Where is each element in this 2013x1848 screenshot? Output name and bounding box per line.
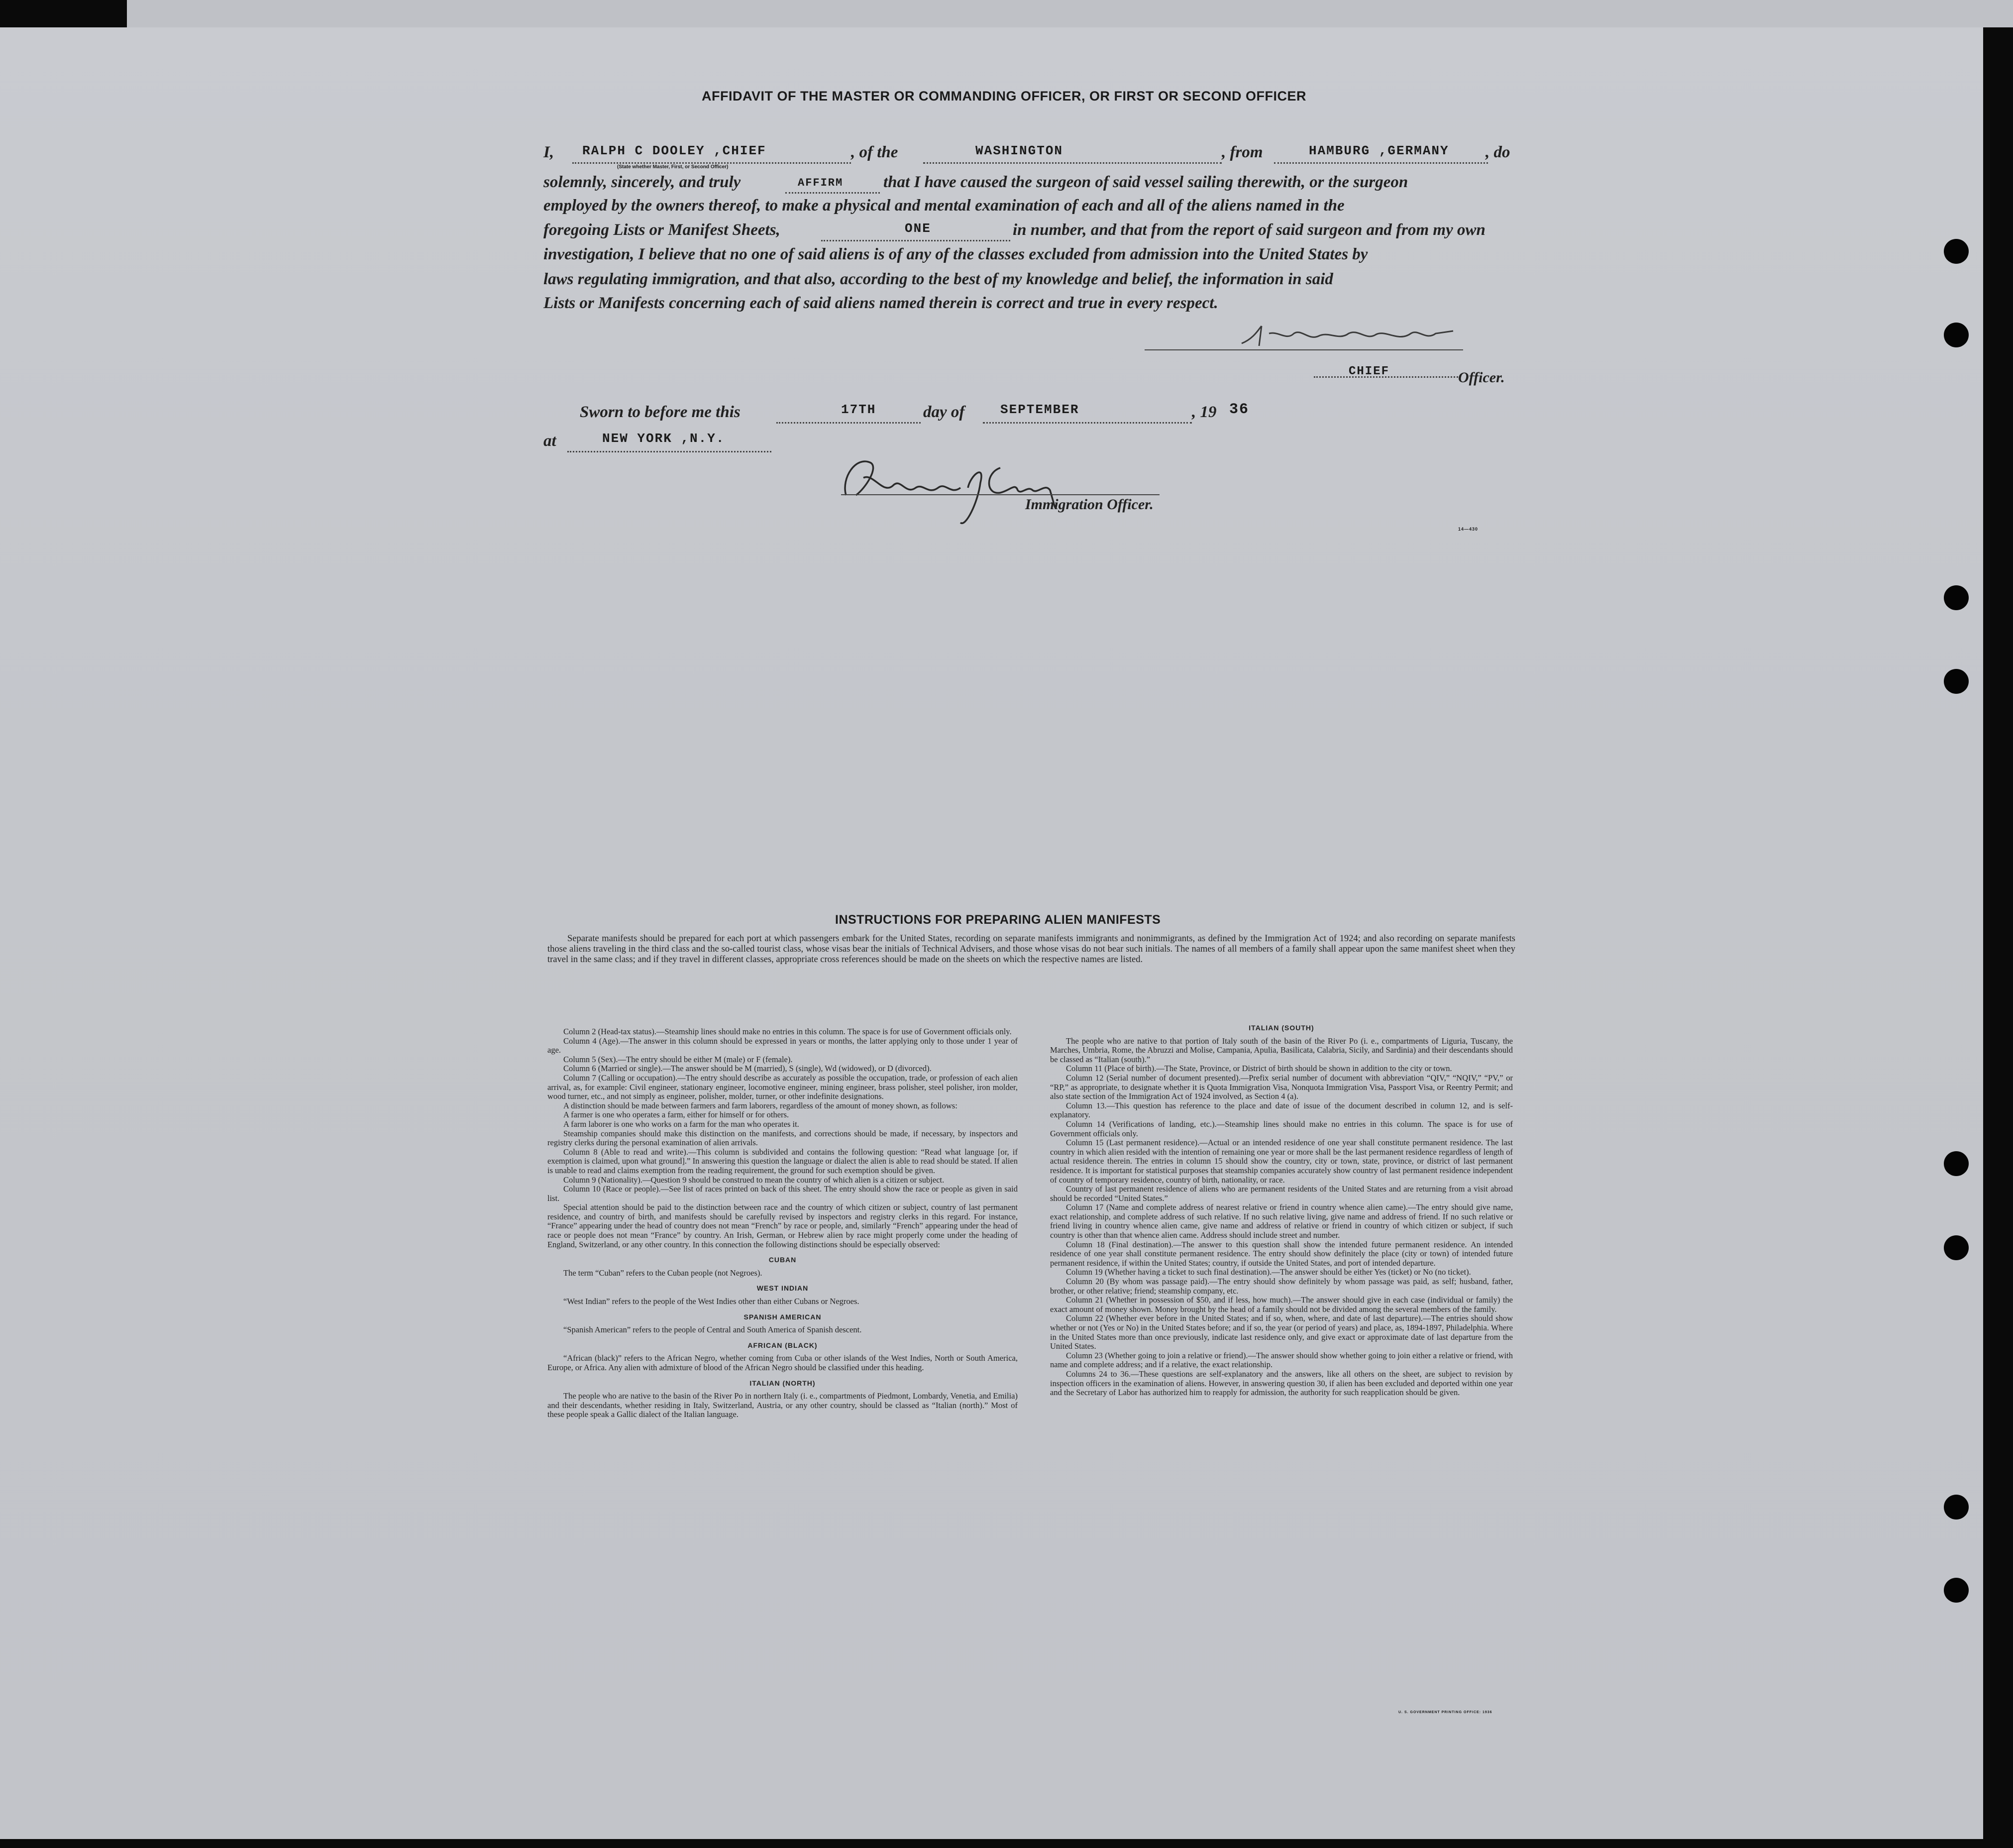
sworn-day: 17TH — [841, 402, 876, 417]
italian-north-text: The people who are native to the basin of the River Po in northern Italy (i. e., compartments of Piedmont, Lombardy, Venetia, and Emilia) and their descendants, whether residing in Italy, Switzerland, Austria, or any other country, should be classed as “Italian (north).” Most of these people speak a Gallic dialect of the Italian language. — [547, 1391, 1018, 1419]
west-indian-text: “West Indian” refers to the people of the West Indies other than either Cubans or Negroes. — [563, 1297, 859, 1306]
left-para: Column 6 (Married or single).—The answer should be M (married), S (single), Wd (widowed), or D (divorced). — [563, 1064, 932, 1074]
rank-note: (State whether Master, First, or Second Officer) — [617, 164, 729, 170]
cuban-text: The term “Cuban” refers to the Cuban people (not Negroes). — [563, 1268, 762, 1278]
day-of-text: day of — [923, 403, 965, 421]
ship-underline — [923, 145, 1222, 164]
right-para: Column 11 (Place of birth).—The State, Province, or District of birth should be shown in addition to the city or town. — [1066, 1064, 1452, 1074]
officer-label: Officer. — [1458, 369, 1505, 386]
immigration-officer-signature — [836, 448, 1095, 533]
right-para: Column 13.—This question has reference to the place and date of issue of the document described in column 12, and is self-explanatory. — [1050, 1100, 1513, 1120]
instructions-right-column — [1050, 1023, 1513, 1398]
binder-hole — [1944, 1495, 1969, 1520]
binder-hole — [1944, 1578, 1969, 1603]
affirm-word: AFFIRM — [798, 177, 844, 189]
left-para: Column 2 (Head-tax status).—Steamship lines should make no entries in this column. The space is for use of Government officials only. — [563, 1027, 1012, 1036]
ship-name: WASHINGTON — [975, 143, 1063, 158]
left-para: A distinction should be made between farmers and farm laborers, regardless of the amount of money shown, as follows: — [563, 1100, 957, 1110]
right-para: Column 20 (By whom was passage paid).—The entry should show definitely by whom passage was paid, as self; husband, father, brother, or other relative; friend; steamship company, etc. — [1050, 1277, 1513, 1296]
african-text: “African (black)” refers to the African Negro, whether coming from Cuba or other islands of the West Indies, North or South America, Europe, or Africa. Any alien with admixture of blood of the African Negro should be classified under this heading. — [547, 1353, 1018, 1372]
form-number: 14—430 — [1458, 527, 1479, 532]
spanish-american-text: “Spanish American” refers to the people of Central and South America of Spanish descent. — [563, 1325, 862, 1335]
italian-north-heading: ITALIAN (NORTH) — [749, 1379, 816, 1387]
line3: employed by the owners thereof, to make a physical and mental examination of each and all of the aliens named in the — [543, 197, 1345, 215]
right-para: Column 18 (Final destination).—The answer to this question shall show the intended future permanent residence. An intended residence of one year shall constitute permanent residence. The entry should show definitely the place (city or town) of intended future permanent residence, if within the United States; country, if outside the United States, and port of intended departure. — [1050, 1239, 1513, 1268]
binder-hole — [1944, 669, 1969, 694]
sheet-count: ONE — [905, 221, 931, 236]
italian-south-heading: ITALIAN (SOUTH) — [1249, 1024, 1314, 1032]
right-para: Column 22 (Whether ever before in the United States; and if so, when, where, and date of last departure).—The entries should show whether or not (Yes or No) in the United States before; and if so, the year (or period of years) and place, as, 1894-1897, Philadelphia. Where in the United States more than once previously, indicate last residence only, and give exact or approximate date of last departure from the United States. — [1050, 1313, 1513, 1351]
line4-end: in number, and that from the report of said surgeon and from my own — [1013, 221, 1485, 239]
african-heading: AFRICAN (BLACK) — [747, 1341, 818, 1349]
sworn-month: SEPTEMBER — [1000, 402, 1079, 417]
line6: laws regulating immigration, and that also, according to the best of my knowledge and belief, the information in said — [543, 270, 1333, 288]
affidavit-title: AFFIDAVIT OF THE MASTER OR COMMANDING OFFICER, OR FIRST OR SECOND OFFICER — [702, 89, 1306, 104]
officer-name: RALPH C DOOLEY ,CHIEF — [582, 143, 766, 158]
left-para: A farm laborer is one who works on a farm for the man who operates it. — [563, 1119, 799, 1129]
do-text: , do — [1485, 143, 1510, 161]
line4-start: foregoing Lists or Manifest Sheets, — [543, 221, 780, 239]
right-para: Column 15 (Last permanent residence).—Actual or an intended residence of one year shall constitute permanent residence. The last country in which alien resided with the intention of remaining one year or more shall be the last permanent residence regardless of length of actual residence therein. The entries in column 15 should show the country, city or town, state, province, or district of last permanent residence. It is important for statistical purposes that steamship companies accurately show country of last permanent residence independent of country of temporary residence, country of birth, nationality, or race. — [1050, 1138, 1513, 1185]
sworn-place: NEW YORK ,N.Y. — [602, 431, 725, 446]
right-para: Column 23 (Whether going to join a relative or friend).—The answer should show whether going to join either a relative or friend, with name and complete address; and if a relative, the exact relationship. — [1050, 1350, 1513, 1370]
left-para: Column 5 (Sex).—The entry should be either M (male) or F (female). — [563, 1054, 793, 1064]
departure-port: HAMBURG ,GERMANY — [1309, 143, 1449, 158]
officer-signature — [1239, 319, 1473, 353]
right-para: Column 17 (Name and complete address of nearest relative or friend in country whence alien came).—The entry should give name, exact relationship, and complete address of such relative. If no such relative living, give name and address of friend. If no such relative or friend living in country whence alien came, give name and address of relative or friend in country of which citizen or subject, if such country is other than that whence alien came. Address should include street and number. — [1050, 1202, 1513, 1240]
instructions-title: INSTRUCTIONS FOR PREPARING ALIEN MANIFESTS — [835, 913, 1161, 927]
affidavit-i: I, — [543, 143, 554, 161]
sworn-prefix: Sworn to before me this — [580, 403, 741, 421]
year-prefix: , 19 — [1192, 403, 1217, 421]
right-para: Columns 24 to 36.—These questions are self-explanatory and the answers, like all others on the sheet, are subject to revision by inspection officers in the examination of aliens. However, in answering question 30, if alien has been excluded and deported within one year and the Secretary of Labor has authorized him to reapply for admission, the authority for such reapplication should be given. — [1050, 1369, 1513, 1398]
immigration-officer-label: Immigration Officer. — [1025, 496, 1154, 513]
left-para: Special attention should be paid to the distinction between race and the country of which citizen or subject, country of last permanent residence, and country of birth, and manifests should be carefully revised by inspectors and registry clerks in this regard. For instance, “France” appearing under the head of country does not mean “French” by race or people, and, similarly “French” appearing under the head of race or people does not mean “France” by country. An Irish, German, or Hebrew alien by race might properly come under the heading of England, Switzerland, or any other country. In this connection the following distinctions should be especially observed: — [547, 1202, 1018, 1249]
line5: investigation, I believe that no one of said aliens is of any of the classes excluded from admission into the United States by — [543, 245, 1368, 263]
instructions-intro: Separate manifests should be prepared for each port at which passengers embark for the United States, recording on separate manifests immigrants and nonimmigrants, as defined by the Immigration Act of 1924; and also recording on separate manifests those aliens traveling in the third class and the so-called tourist class, whose visas bear the initials of Technical Advisers, and those whose visas do not bear such initials. The names of all members of a family shall appear upon the same manifest sheet when they travel in the same class; and if they travel in different classes, appropriate cross references should be made on the sheets on which the respective names are listed. — [547, 934, 1515, 965]
sworn-year: 36 — [1229, 401, 1250, 418]
officer-rank: CHIEF — [1349, 365, 1390, 378]
spanish-american-heading: SPANISH AMERICAN — [743, 1312, 822, 1321]
binder-hole — [1944, 323, 1969, 347]
left-para: Column 7 (Calling or occupation).—The entry should describe as accurately as possible the occupation, trade, or profession of each alien arrival, as, for example: Civil engineer, stationary engineer, locomotive engineer, mining engineer, brass polisher, steel polisher, iron molder, wood turner, etc., and not simply as engineer, polisher, molder, turner, or other indefinite designations. — [547, 1073, 1018, 1101]
left-para: Column 8 (Able to read and write).—This column is subdivided and contains the following question: “Read what language [or, if exemption is claimed, upon what ground].” In answering this question the language or dialect the alien is able to read should be stated. If alien is unable to read and claims exemption from the reading requirement, the ground for such exemption should be given. — [547, 1147, 1018, 1175]
line2-start: solemnly, sincerely, and truly — [543, 173, 741, 191]
left-para: Column 4 (Age).—The answer in this column should be expressed in years or months, the latter applying only to those under 1 year of age. — [547, 1036, 1018, 1055]
line7: Lists or Manifests concerning each of said aliens named therein is correct and true in every respect. — [543, 294, 1218, 312]
line2-end: that I have caused the surgeon of said vessel sailing therewith, or the surgeon — [883, 173, 1408, 191]
left-para: A farmer is one who operates a farm, either for himself or for others. — [563, 1110, 789, 1120]
binder-hole — [1944, 239, 1969, 264]
right-para: The people who are native to that portion of Italy south of the basin of the River Po (i. e., compartments of Liguria, Tuscany, the Marches, Umbria, Rome, the Abruzzi and Molise, Campania, Apulia, Basilicata, Calabria, Sicily, and Sardinia) and their descendants should be classed as “Italian (south).” — [1050, 1036, 1513, 1064]
binder-hole — [1944, 1235, 1969, 1260]
binder-hole — [1944, 585, 1969, 610]
of-the-text: , of the — [851, 143, 898, 161]
left-para: Steamship companies should make this distinction on the manifests, and corrections should be made, if necessary, by inspectors and registry clerks during the personal examination of alien arrivals. — [547, 1128, 1018, 1148]
right-para: Column 14 (Verifications of landing, etc.).—Steamship lines should make no entries in this column. The space is for use of Government officials only. — [1050, 1119, 1513, 1138]
immigration-signature-line — [841, 494, 1160, 495]
right-para: Column 12 (Serial number of document presented).—Prefix serial number of document with abbreviation “QIV,” “NQIV,” “PV,” or “RP,” as appropriate, to designate whether it is Quota Immigration Visa, Nonquota Immigration Visa, Passport Visa, or Reentry Permit; and also state section of the Immigration Act of 1924 involved, as Section 4 (a). — [1050, 1073, 1513, 1101]
right-para: Column 21 (Whether in possession of $50, and if less, how much).—The answer should give in each case (individual or family) the exact amount of money shown. Money brought by the head of a family should not be divided among the several members of the family. — [1050, 1295, 1513, 1314]
cuban-heading: CUBAN — [768, 1256, 797, 1264]
printer-credit: U. S. GOVERNMENT PRINTING OFFICE: 1936 — [1398, 1711, 1492, 1714]
from-text: , from — [1222, 143, 1263, 161]
officer-signature-line — [1145, 349, 1463, 350]
west-indian-heading: WEST INDIAN — [756, 1284, 809, 1293]
right-para: Column 19 (Whether having a ticket to such final destination).—The answer should be either Yes (ticket) or No (no ticket). — [1066, 1267, 1471, 1277]
left-para: Column 10 (Race or people).—See list of races printed on back of this sheet. The entry should show the race or people as given in said list. — [547, 1184, 1018, 1203]
left-para: Column 9 (Nationality).—Question 9 should be construed to mean the country of which alien is a citizen or subject. — [563, 1175, 945, 1185]
right-para: Country of last permanent residence of aliens who are permanent residents of the United States and are returning from a visit abroad should be recorded “United States.” — [1050, 1184, 1513, 1203]
instructions-left-column — [547, 1027, 1018, 1419]
binder-hole — [1944, 1151, 1969, 1176]
at-text: at — [543, 432, 556, 450]
top-strip — [127, 0, 2013, 27]
